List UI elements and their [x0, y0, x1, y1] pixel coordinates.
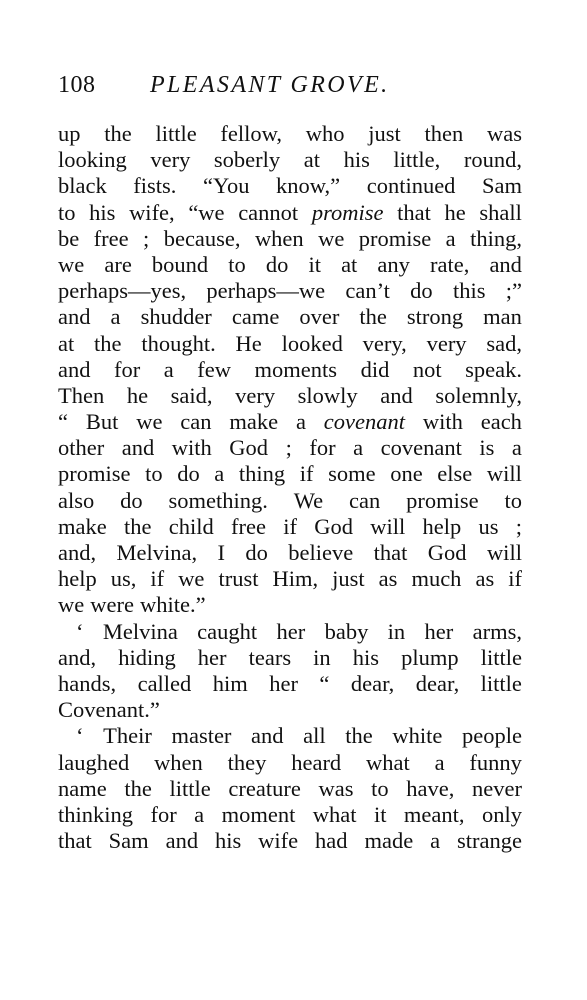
- text-line: [58, 776, 522, 802]
- word: God: [427, 540, 467, 565]
- text-line: [58, 147, 522, 173]
- word: had: [315, 828, 348, 854]
- word: will: [370, 513, 406, 539]
- word: her: [424, 618, 454, 644]
- word: we: [136, 409, 163, 435]
- word: be: [58, 225, 80, 251]
- word: very: [150, 147, 191, 173]
- word: his: [89, 199, 116, 225]
- text-line: [58, 173, 522, 199]
- word: thing: [238, 461, 286, 487]
- word: and: [58, 356, 91, 382]
- word: the: [345, 723, 373, 749]
- word: help: [422, 513, 462, 539]
- word: do: [410, 278, 433, 304]
- word: Melvina,: [116, 540, 198, 565]
- word: his: [343, 147, 370, 173]
- word: other: [58, 435, 105, 461]
- word: if: [150, 566, 165, 592]
- word: that: [397, 199, 431, 225]
- word: Covenant.”: [58, 697, 160, 723]
- word: God: [229, 435, 269, 461]
- word: caught: [197, 618, 258, 644]
- word: will: [486, 540, 522, 565]
- word: have,: [406, 775, 455, 801]
- word: her: [197, 644, 227, 670]
- word: continued: [366, 173, 456, 199]
- word: to: [145, 461, 163, 487]
- word: was: [318, 775, 354, 801]
- word: dear,: [350, 670, 395, 696]
- word: us: [478, 513, 499, 539]
- word: was: [486, 121, 522, 146]
- italic-emphasis: covenant: [323, 409, 406, 435]
- text-line: [58, 409, 522, 435]
- text-line: [58, 252, 522, 278]
- word: if: [283, 513, 297, 539]
- word: little,: [393, 147, 441, 173]
- word: free: [93, 225, 129, 251]
- word: her: [269, 670, 298, 696]
- word: to: [58, 199, 76, 225]
- word: this: [452, 278, 486, 304]
- word: sad,: [486, 330, 522, 356]
- word: if: [299, 461, 314, 487]
- text-line: [58, 357, 522, 383]
- word: wife: [258, 828, 299, 854]
- word: over: [299, 304, 340, 330]
- word: and: [165, 828, 199, 854]
- italic-emphasis: promise: [311, 199, 384, 225]
- word: ‘: [76, 618, 84, 644]
- word: he: [444, 199, 466, 225]
- word: because,: [163, 225, 241, 251]
- text-line: [58, 697, 522, 723]
- text-line: [58, 671, 522, 697]
- word: who: [305, 121, 345, 146]
- word: is: [479, 435, 495, 461]
- word: looked: [281, 330, 343, 356]
- running-title: PLEASANT GROVE.: [150, 72, 390, 98]
- word: for: [309, 435, 336, 461]
- word: they: [227, 749, 267, 775]
- word: covenant: [380, 435, 462, 461]
- word: that: [373, 540, 408, 565]
- word: black: [58, 173, 107, 199]
- word: Then: [58, 382, 105, 408]
- word: little: [480, 670, 522, 696]
- word: people: [461, 723, 522, 749]
- word: free: [230, 513, 266, 539]
- word: in: [313, 644, 331, 670]
- word: at: [58, 330, 75, 356]
- word: “: [58, 409, 68, 435]
- word: make: [229, 409, 279, 435]
- word: very: [235, 382, 276, 408]
- word: heard: [291, 749, 342, 775]
- word: do: [120, 487, 143, 513]
- word: we: [178, 566, 205, 592]
- word: ;: [515, 513, 522, 539]
- text-line: [58, 514, 522, 540]
- word: cannot: [238, 199, 299, 225]
- word: speak.: [465, 356, 522, 382]
- word: what: [366, 749, 410, 775]
- word: did: [360, 356, 390, 382]
- word: solemnly,: [435, 382, 522, 408]
- word: trust: [218, 566, 259, 592]
- word: bound: [151, 251, 209, 277]
- word: know,”: [276, 173, 341, 199]
- word: hands,: [58, 670, 117, 696]
- word: if: [508, 566, 522, 592]
- word: thought.: [141, 330, 216, 356]
- word: “: [319, 670, 330, 696]
- word: not: [412, 356, 442, 382]
- word: to: [371, 775, 389, 801]
- word: with: [422, 409, 463, 435]
- word: [324, 409, 405, 435]
- word: it: [373, 801, 387, 827]
- text-line: [58, 540, 522, 566]
- word: promise: [58, 461, 131, 487]
- word: slowly: [297, 382, 358, 408]
- word: at: [341, 251, 358, 277]
- word: one: [390, 461, 423, 487]
- word: are: [104, 251, 132, 277]
- word: We: [293, 487, 324, 513]
- word: the: [359, 304, 387, 330]
- word: He: [235, 330, 262, 356]
- word: But: [85, 409, 119, 435]
- word: him: [212, 670, 248, 696]
- word: I: [217, 540, 226, 565]
- word: baby: [324, 618, 369, 644]
- word: a: [110, 304, 121, 330]
- word: in: [387, 618, 406, 644]
- word: as: [475, 566, 495, 592]
- word: Sam: [481, 173, 522, 199]
- text-line: [58, 645, 522, 671]
- word: do: [265, 251, 289, 277]
- word: Their: [103, 723, 152, 749]
- word: wife,: [129, 199, 175, 225]
- text-line: [58, 488, 522, 514]
- word: man: [483, 304, 522, 330]
- word: for: [150, 801, 177, 827]
- page-header: [58, 72, 538, 106]
- word: the: [94, 330, 122, 356]
- word: what: [312, 801, 357, 827]
- word: shudder: [140, 304, 212, 330]
- word: made: [364, 828, 414, 854]
- word: child: [168, 513, 214, 539]
- word: us,: [110, 566, 137, 592]
- word: when: [254, 225, 304, 251]
- word: looking: [58, 147, 127, 173]
- text-line: [58, 566, 522, 592]
- word: her: [276, 618, 306, 644]
- word: arms,: [472, 618, 522, 644]
- word: and,: [58, 540, 97, 565]
- word: make: [58, 513, 107, 539]
- word: help: [58, 566, 97, 592]
- word: for: [114, 356, 141, 382]
- word: and: [380, 382, 413, 408]
- word: Sam: [108, 828, 149, 854]
- word: his: [352, 644, 380, 670]
- word: at: [303, 147, 320, 173]
- word: ;: [285, 435, 292, 461]
- word: laughed: [58, 749, 130, 775]
- word: rate,: [430, 251, 470, 277]
- word: a: [194, 801, 205, 827]
- word: “You: [202, 173, 250, 199]
- text-line: [58, 121, 522, 147]
- word: hiding: [118, 644, 176, 670]
- word: a: [511, 435, 522, 461]
- word: a: [214, 461, 225, 487]
- word: called: [137, 670, 192, 696]
- word: very: [426, 330, 467, 356]
- word: tears: [248, 644, 292, 670]
- text-line: [58, 619, 522, 645]
- word: soberly: [213, 147, 281, 173]
- word: a: [295, 409, 306, 435]
- word: we: [58, 592, 85, 618]
- word: all: [303, 723, 326, 749]
- word: little: [480, 644, 522, 670]
- word: to: [504, 487, 522, 513]
- word: we: [58, 251, 85, 277]
- word: shall: [479, 199, 522, 225]
- text-line: [58, 592, 522, 618]
- word: then: [424, 121, 464, 146]
- word: white: [392, 723, 443, 749]
- word: very,: [362, 330, 407, 356]
- text-line: [58, 723, 522, 749]
- word: to: [228, 251, 246, 277]
- word: each: [480, 409, 522, 435]
- word: plump: [401, 644, 459, 670]
- word: only: [481, 801, 522, 827]
- word: it: [308, 251, 321, 277]
- text-line: [58, 750, 522, 776]
- word: and: [58, 304, 91, 330]
- word: and: [121, 435, 155, 461]
- word: said,: [170, 382, 213, 408]
- word: any: [377, 251, 410, 277]
- word: up: [58, 121, 81, 146]
- word: perhaps—we: [206, 278, 326, 304]
- word: and: [489, 251, 522, 277]
- word: believe: [288, 540, 354, 565]
- word: and: [251, 723, 284, 749]
- word: creature: [228, 775, 301, 801]
- word: the: [104, 121, 132, 146]
- word: a: [353, 435, 364, 461]
- word: were: [90, 592, 134, 618]
- word: something.: [168, 487, 268, 513]
- text-line: [58, 278, 522, 304]
- word: will: [486, 461, 522, 487]
- word: came: [231, 304, 280, 330]
- word: round,: [463, 147, 522, 173]
- word: ;: [143, 225, 150, 251]
- word: [312, 200, 384, 226]
- word: else: [437, 461, 473, 487]
- text-line: [58, 383, 522, 409]
- word: the: [124, 775, 152, 801]
- word: ‘: [76, 723, 84, 749]
- word: little: [155, 121, 197, 146]
- word: thinking: [58, 801, 134, 827]
- word: he: [126, 382, 149, 408]
- word: also: [58, 487, 95, 513]
- word: funny: [469, 749, 522, 775]
- word: God: [314, 513, 353, 539]
- word: moment: [221, 801, 296, 827]
- text-line: [58, 304, 522, 330]
- word: few: [197, 356, 232, 382]
- word: never: [472, 775, 522, 801]
- word: a: [163, 356, 174, 382]
- word: a: [430, 828, 441, 854]
- word: do: [177, 461, 200, 487]
- text-line: [58, 226, 522, 252]
- word: dear,: [415, 670, 460, 696]
- word: fellow,: [220, 121, 283, 146]
- word: Melvina: [102, 618, 178, 644]
- text-line: [58, 331, 522, 357]
- body-text: [58, 121, 522, 854]
- word: fists.: [133, 173, 177, 199]
- word: when: [154, 749, 203, 775]
- word: strong: [406, 304, 464, 330]
- word: some: [328, 461, 376, 487]
- word: strange: [457, 828, 522, 854]
- text-line: [58, 200, 522, 226]
- word: just: [332, 566, 365, 592]
- word: a: [445, 225, 456, 251]
- word: perhaps—yes,: [58, 278, 187, 304]
- page-number: 108: [58, 72, 96, 98]
- word: that: [58, 828, 92, 854]
- word: can: [348, 487, 381, 513]
- word: meant,: [403, 801, 465, 827]
- word: we: [318, 225, 345, 251]
- word: can: [180, 409, 212, 435]
- word: white.”: [139, 592, 206, 618]
- word: his: [214, 828, 242, 854]
- word: “we: [188, 199, 225, 225]
- text-line: [58, 802, 522, 828]
- word: the: [123, 513, 152, 539]
- text-line: [58, 435, 522, 461]
- word: little: [169, 775, 211, 801]
- word: master: [171, 723, 232, 749]
- word: a: [434, 749, 445, 775]
- word: and,: [58, 644, 97, 670]
- word: much: [411, 566, 462, 592]
- text-line: [58, 461, 522, 487]
- word: promise: [406, 487, 479, 513]
- word: can’t: [345, 278, 390, 304]
- word: do: [245, 540, 268, 565]
- word: name: [58, 775, 107, 801]
- word: promise: [358, 225, 432, 251]
- word: ;”: [505, 278, 522, 304]
- word: just: [368, 121, 401, 146]
- word: Him,: [272, 566, 319, 592]
- word: with: [171, 435, 212, 461]
- word: as: [378, 566, 398, 592]
- text-line: [58, 828, 522, 854]
- word: moments: [254, 356, 338, 382]
- word: thing,: [470, 225, 522, 251]
